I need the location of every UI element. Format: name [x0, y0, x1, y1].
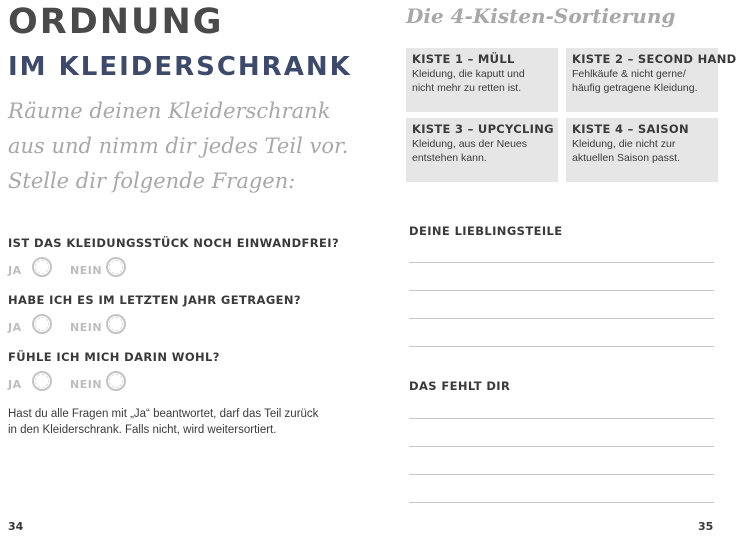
- no-label: NEIN: [70, 321, 103, 334]
- writing-line[interactable]: [409, 346, 714, 347]
- box-text-line: nicht mehr zu retten ist.: [412, 82, 522, 94]
- intro-text: [8, 94, 353, 199]
- no-checkbox[interactable]: [106, 314, 126, 334]
- box-text-line: Fehlkäufe & nicht gerne/: [572, 68, 686, 80]
- question-text: FÜHLE ICH MICH DARIN WOHL?: [8, 350, 220, 364]
- no-checkbox[interactable]: [106, 371, 126, 391]
- box-kiste-1: [406, 48, 558, 112]
- intro-line: aus und nimm dir jedes Teil vor.: [8, 134, 349, 158]
- yes-label: JA: [8, 378, 22, 391]
- box-title: KISTE 4 – SAISON: [572, 122, 689, 136]
- box-text-line: entstehen kann.: [412, 152, 487, 164]
- writing-line[interactable]: [409, 474, 714, 475]
- box-text-line: häufig getragene Kleidung.: [572, 82, 698, 94]
- page-subtitle: IM KLEIDERSCHRANK: [8, 52, 352, 82]
- intro-line: Stelle dir folgende Fragen:: [8, 169, 296, 193]
- question-1: [8, 235, 353, 287]
- box-kiste-4: [566, 118, 718, 182]
- yes-label: JA: [8, 321, 22, 334]
- box-text-line: Kleidung, aus der Neues: [412, 138, 527, 150]
- question-text: HABE ICH ES IM LETZTEN JAHR GETRAGEN?: [8, 293, 302, 307]
- writing-line[interactable]: [409, 262, 714, 263]
- yes-checkbox[interactable]: [32, 314, 52, 334]
- page-number: 34: [8, 520, 24, 533]
- favorites-label: DEINE LIEBLINGSTEILE: [409, 224, 563, 238]
- writing-line[interactable]: [409, 290, 714, 291]
- yes-checkbox[interactable]: [32, 257, 52, 277]
- box-text-line: Kleidung, die nicht zur: [572, 138, 676, 150]
- no-label: NEIN: [70, 264, 103, 277]
- box-title: KISTE 1 – MÜLL: [412, 52, 515, 66]
- writing-line[interactable]: [409, 502, 714, 503]
- note-line: in den Kleiderschrank. Falls nicht, wird weitersortiert.: [8, 424, 277, 436]
- writing-line[interactable]: [409, 318, 714, 319]
- no-label: NEIN: [70, 378, 103, 391]
- box-title: KISTE 3 – UPCYCLING: [412, 122, 554, 136]
- page-title: ORDNUNG: [8, 2, 224, 42]
- writing-line[interactable]: [409, 446, 714, 447]
- box-kiste-2: [566, 48, 736, 112]
- left-page: [0, 0, 360, 537]
- question-text: IST DAS KLEIDUNGSSTÜCK NOCH EINWANDFREI?: [8, 236, 340, 250]
- yes-checkbox[interactable]: [32, 371, 52, 391]
- instruction-note: [8, 406, 348, 438]
- box-text-line: aktuellen Saison passt.: [572, 152, 680, 164]
- box-kiste-3: [406, 118, 558, 182]
- no-checkbox[interactable]: [106, 257, 126, 277]
- yes-label: JA: [8, 264, 22, 277]
- answer-options: [8, 371, 353, 401]
- answer-options: [8, 257, 353, 287]
- right-page: [360, 0, 736, 537]
- box-title: KISTE 2 – SECOND HAND: [572, 52, 736, 66]
- answer-options: [8, 314, 353, 344]
- intro-line: Räume deinen Kleiderschrank: [8, 99, 331, 123]
- page-number: 35: [698, 520, 714, 533]
- question-2: [8, 292, 353, 344]
- section-title: Die 4-Kisten-Sortierung: [406, 4, 676, 28]
- question-3: [8, 349, 353, 401]
- note-line: Hast du alle Fragen mit „Ja“ beantwortet, darf das Teil zurück: [8, 408, 319, 420]
- writing-line[interactable]: [409, 418, 714, 419]
- missing-label: DAS FEHLT DIR: [409, 379, 511, 393]
- box-text-line: Kleidung, die kaputt und: [412, 68, 525, 80]
